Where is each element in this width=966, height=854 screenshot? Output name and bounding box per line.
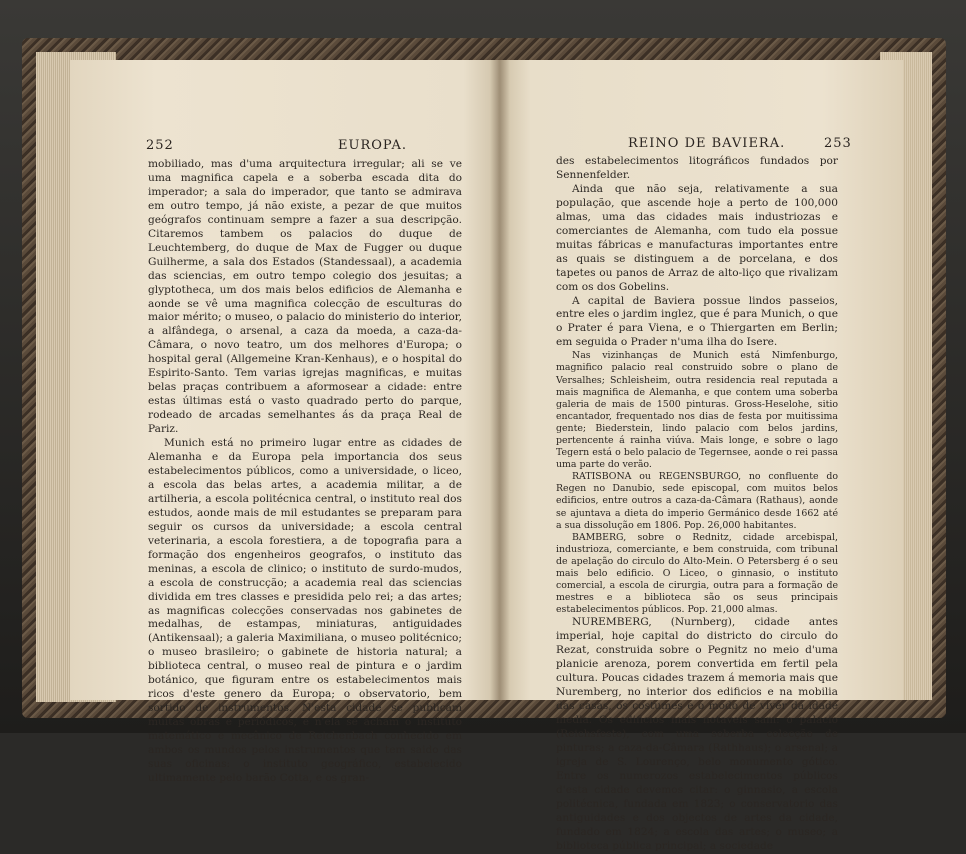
- left-page-number: 252: [146, 138, 174, 153]
- right-small-print: [556, 350, 838, 616]
- right-paragraph-4: NUREMBERG, (Nurnberg), cidade antes imperial, hoje capital do districto do circulo do Rezat, construida sobre o Pegnitz no meio d'uma planicie arenoza, porem convertida em fertil pela cultura. Poucas cidades trazem á memoria mais que Nuremberg, no interior dos edificios e na mobilia das casas, os costumes e o modo de viver da idade media. Os edificios mais notaveis sam: o palacio (Reichsfeste), com uma soberba colecção de pinturas; a caza-da-Câmara (Rathhaus); o arsenal; a igreja de S. Lourenço, belo monumento gótico. Entre os numerozos estabelecimentos públicos d'esta cidade devemos citar: o ginnasio, a escola politécnica, fundada em 1823; o conservatorio das antiguidades e dos objectos de artes da cidade, fundado em 1824; a escola das artes; o museo; a biblioteca pública principal; a sociedade: [556, 616, 838, 852]
- book-gutter: [490, 60, 510, 700]
- right-running-head: REINO DE BAVIERA.: [628, 136, 786, 151]
- right-small-paragraph-2: RATISBONA ou REGENSBURGO, no confluente do Regen no Danubio, sede episcopal, com muitos belos edificios, entre outros a caza-da-Câmara (Rathaus), aonde se ajuntava a dieta do imperio Germánico desde 1662 até a sua dissolução em 1806. Pop. 26,000 habitantes.: [556, 471, 838, 531]
- right-page-number: 253: [824, 136, 852, 151]
- left-paragraph-2: Munich está no primeiro lugar entre as cidades de Alemanha e da Europa pela importancia dos seus estabelecimentos públicos, como a universidade, o liceo, a escola das belas artes, a academia militar, a de artilheria, a escola politécnica central, o instituto real dos estudos, aonde mais de mil estudantes se preparam para seguir os cursos da universidade; a escola central veterinaria, a escola forestiera, a de topografia para a formação dos engenheiros geografos, o instituto das meninas, a escola de clinico; o instituto de surdo-mudos, a escola de construcção; a academia real das sciencias dividida em tres classes e presidida pelo rei; a das artes; as magnificas colecções conservadas nos gabinetes de medalhas, de estampas, miniaturas, antiguidades (Antikensaal); a galeria Maximiliana, o museo politécnico; o museo brasileiro; o gabinete de historia natural; a biblioteca central, o museo real de pintura e o jardim botánico, que figuram entre os estabelecimentos mais ricos d'este genero da Europa; o observatorio, bem sortido de instrumentos. N'esta cidade se publicam muitas obras e periódicos, e n'ela se acham o instituto matemático e mecânico de Reichenbach conhecido em ambos os mundos pelos instrumentos que tem saido das suas oficinas: o instituto geográfico, estabelecido ultimamente pelo barão Cotta, e os gran-: [148, 437, 462, 784]
- right-small-paragraph-3: BAMBERG, sobre o Rednitz, cidade arcebispal, industrioza, comerciante, e bem construida, com tribunal de apelação do circulo do Alto-Mein. O Petersberg é o seu mais belo edificio. O Liceo, o ginnasio, o instituto comercial, a escola de cirurgia, outra para a formação de mestres e a biblioteca são os seus principais estabelecimentos públicos. Pop. 21,000 almas.: [556, 531, 838, 616]
- left-paragraph-1: mobiliado, mas d'uma arquitectura irregular; ali se ve uma magnifica capela e a soberba escada dita do imperador; a sala do imperador, que tanto se admirava em outro tempo, já não existe, a pezar de que muitos geógrafos continuam sempre a fazer a sua descripção. Citaremos tambem os palacios do duque de Leuchtemberg, do duque de Max de Fugger ou duque Guilherme, a sala dos Estados (Standessaal), a academia das sciencias, em outro tempo colegio dos jesuitas; a glyptotheca, um dos mais belos edificios de Alemanha e aonde se vê uma magnifica colecção de esculturas do maior mérito; o museo, o palacio do ministerio do interior, a alfândega, o arsenal, a caza da moeda, a caza-da-Câmara, o novo teatro, um dos melhores d'Europa; o hospital geral (Allgemeine Kran-Kenhaus), e o hospital do Espirito-Santo. Tem varias igrejas magnificas, e muitas belas praças contribuem a aformosear a cidade: entre estas últimas está o vasto quadrado perto do parque, rodeado de arcadas semelhantes ás da praça Real de Pariz.: [148, 158, 462, 436]
- left-running-head: EUROPA.: [338, 138, 407, 153]
- right-paragraph-2: Ainda que não seja, relativamente a sua população, que ascende hoje a perto de 100,000 almas, uma das cidades mais industriozas e comerciantes de Alemanha, com tudo ela possue muitas fábricas e manufacturas importantes entre as quais se distinguem a de porcelana, e dos tapetes ou panos de Arraz de alto-liço que rivalizam com os dos Gobelins.: [556, 182, 838, 293]
- right-paragraph-1: des estabelecimentos litográficos fundados por Sennenfelder.: [556, 155, 838, 181]
- right-small-paragraph-1: Nas vizinhanças de Munich está Nimfenburgo, magnifico palacio real construido sobre o plano de Versalhes; Schleisheim, outra residencia real reputada a mais magnifica de Alemanha, e que contem uma soberba galeria de mais de 1500 pinturas. Gross-Heselohe, sitio encantador, frequentado nos dias de festa por muitissima gente; Biederstein, lindo palacio com belos jardins, pertencente á rainha viúva. Mais longe, e sobre o lago Tegern está o belo palacio de Tegernsee, aonde o rei passa uma parte do verão.: [556, 350, 838, 471]
- right-body: [556, 155, 838, 854]
- right-page: [498, 60, 903, 852]
- left-page: [70, 60, 498, 784]
- right-paragraph-3: A capital de Baviera possue lindos passeios, entre eles o jardim inglez, que é para Munich, o que o Prater é para Viena, e o Thiergarten em Berlin; em seguida o Prader n'uma ilha do Isere.: [556, 294, 838, 349]
- left-body: [148, 158, 462, 786]
